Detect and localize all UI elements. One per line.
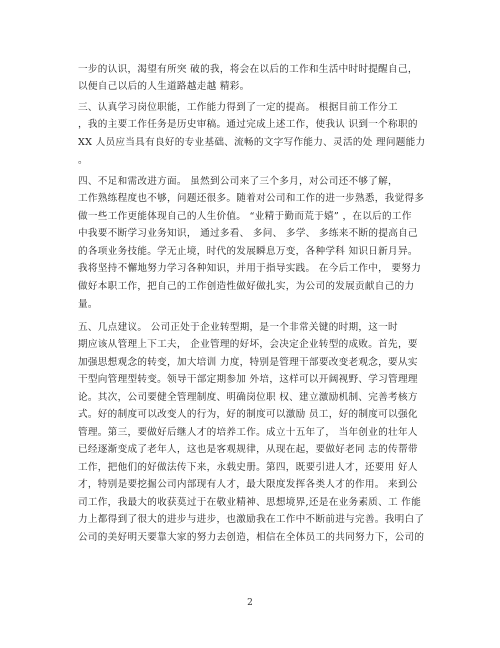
text-line: 论。其次，公司要健全管理制度、明确岗位职 权、建立激励机制、完善考核方 — [78, 392, 418, 403]
text-line: 中我要不断学习业务知识， 通过多看、 多问、 多学、 多练来不断的提高自己 — [78, 228, 418, 239]
text-line: 一步的认识，渴望有所突 破的我，将会在以后的工作和生活中时时提醒自己， — [78, 64, 418, 75]
text-line: 已经逐渐变成了老年人，这也是客观规律，从现在起，要做好老同 志的传帮带 — [78, 444, 418, 455]
text-line: XX 人员应当具有良好的专业基础、流畅的文字写作能力、灵活的处 理问题能力 — [78, 137, 426, 148]
text-line: 管理。第三，要做好后继人才的培养工作。成立十五年了， 当年创业的壮年人 — [78, 427, 418, 438]
text-line: 公司的美好明天要靠大家的努力去创造，相信在全体员工的共同努力下，公司的 — [78, 532, 425, 543]
text-line: 做一些工作更能体现自己的人生价值。 “业精于勤而荒于嬉” ，在以后的工作 — [78, 211, 412, 222]
text-line: 加强思想观念的转变，加大培训 力度，特别是管理干部要改变老观念，要从实 — [78, 357, 418, 368]
text-line: 力上都得到了很大的进步与进步，也激励我在工作中不断前进与完善。我明白了 — [78, 514, 425, 525]
text-line: 做好本职工作，把自己的工作创造性做好做扎实，为公司的发展贡献自己的力 — [78, 281, 415, 292]
text-line: 才，特别是要挖掘公司内部现有人才，最大限度发挥各类人才的作用。 来到公 — [78, 479, 418, 490]
text-line: 量。 — [78, 299, 98, 310]
text-line: 工作，把他们的好做法传下来，永载史册。第四，既要引进人才，还要用 好人 — [78, 462, 418, 473]
text-line: 三、认真学习岗位职能，工作能力得到了一定的提高。 根据目前工作分工 — [78, 102, 398, 113]
text-line: 五、几点建议。 公司正处于企业转型期，是一个非常关键的时期，这一时 — [78, 322, 398, 333]
text-line: 干型向管理型转变。领导干部定期参加 外培，这样可以开阔视野、学习管理理 — [78, 374, 418, 385]
text-line: 工作熟练程度也不够，问题还很多。随着对公司和工作的进一步熟悉，我觉得多 — [78, 193, 425, 204]
text-line: 。 — [78, 155, 88, 166]
text-line: 期应该从管理上下工夫， 企业管理的好坏，会决定企业转型的成败。首先，要 — [78, 339, 418, 350]
text-line: ，我的主要工作任务是历史审稿。通过完成上述工作，使我认 识到一个称职的 — [78, 119, 418, 130]
text-line: 司工作，我最大的收获莫过于在敬业精神、思想境界,还是在业务素质、工 作能 — [78, 497, 422, 508]
text-line: 我将坚持不懈地努力学习各种知识，并用于指导实践。 在今后工作中， 要努力 — [78, 263, 422, 274]
text-line: 的各项业务技能。学无止境，时代的发展瞬息万变，各种学科 知识日新月异。 — [78, 246, 418, 257]
text-line: 式。好的制度可以改变人的行为，好的制度可以激励 员工，好的制度可以强化 — [78, 409, 418, 420]
page-number: 2 — [247, 598, 253, 608]
text-line: 四、不足和需改进方面。 虽然到公司来了三个多月，对公司还不够了解， — [78, 176, 398, 187]
text-line: 以便自己以后的人生道路越走越 精彩。 — [78, 81, 250, 92]
